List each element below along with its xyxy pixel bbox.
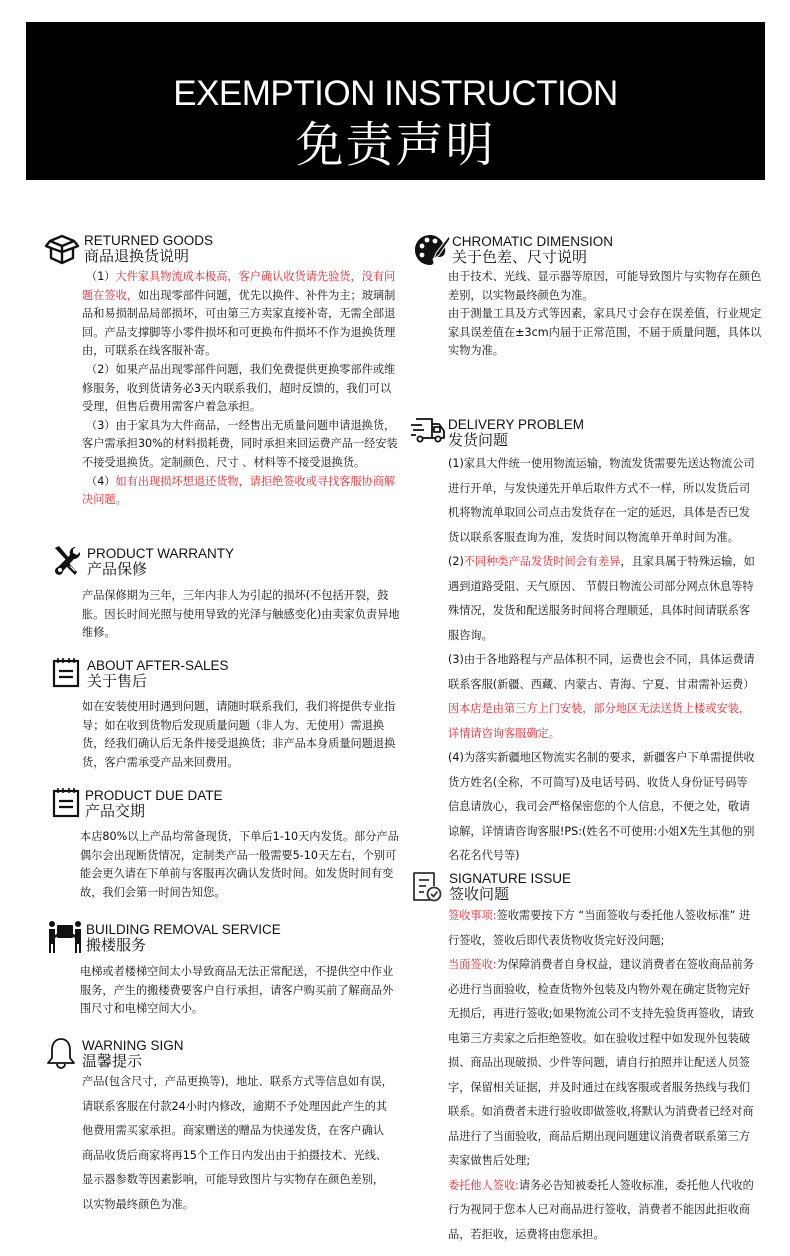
document-check-icon bbox=[412, 870, 442, 904]
section-title-zh: 关于色差、尺寸说明 bbox=[452, 248, 588, 266]
red-highlight: 因本店是由第三方上门安装，部分地区无法送货上楼或安装，详情请咨询客服确定。 bbox=[448, 702, 751, 740]
section-title-zh: 发货问题 bbox=[448, 431, 509, 449]
calendar-icon bbox=[52, 786, 80, 818]
para-text: 如出现零部件问题，优先以换件、补件为主；玻璃制品和易损制品局部损坏，可由第三方卖家直接补寄，无需全部退回。产品支撑脚等小零件损坏和可更换布件损坏不作为退换货理由，可联系在线客服补寄。 bbox=[82, 288, 396, 358]
red-highlight: 大件家具物流成本极高，客户确认收货请先验货，没有问题在签收， bbox=[82, 270, 396, 302]
chromatic-text bbox=[448, 268, 772, 361]
section-title-zh: 关于售后 bbox=[87, 672, 148, 690]
section-title-zh: 商品退换货说明 bbox=[84, 247, 190, 265]
section-title-en: PRODUCT WARRANTY bbox=[87, 546, 235, 561]
red-highlight: 不同种类产品发货时间会有差异 bbox=[463, 555, 621, 568]
para-text: 为保障消费者自身权益，建议消费者在签收商品前务必进行当面验收，检查货物外包装及内物外观在确定货物完好无损后，再进行签收;如果物流公司不支持先验货再签收，请致电第三方卖家之后拒绝签收。如在验收过程中如发现外包装破损、商品出现破损、少件等问题，请自行拍照并让配送人员签字，保留相关证据，并及时通过在线客服或者服务热线与我们联系。如消费者未进行验收即做签收,将默认为消费者已经对商品进行了当面验收，商品后期出现问题建议消费者联系第三方卖家做售后处理; bbox=[448, 958, 754, 1167]
delivery-truck-icon bbox=[410, 416, 446, 446]
para-text: 如果产品出现零部件问题，我们免费提供更换零部件或维修服务，收到货请务必3天内联系我们，超时反馈的，我们可以受理，但售后费用需客户着急承担。 bbox=[82, 362, 396, 414]
product-warranty-text bbox=[82, 587, 404, 643]
tools-wrench-screwdriver-icon bbox=[52, 544, 82, 576]
para-text: 家具大件统一使用物流运输，物流发货需要先送达物流公司进行开单，与发快递先开单后取件方式不一样，所以发货后司机将物流单取回公司点击发货存在一定的延迟，具体是否已发货以联系客服查询为准，发货时间以物流单开单时间为准。 bbox=[448, 457, 755, 544]
signature-text bbox=[448, 904, 758, 1247]
bell-icon bbox=[46, 1036, 76, 1070]
banner-title-en: EXEMPTION INSTRUCTION bbox=[173, 74, 618, 113]
returned-goods-text bbox=[82, 268, 398, 510]
section-title-en: DELIVERY PROBLEM bbox=[448, 417, 585, 432]
section-warning-sign bbox=[46, 1036, 396, 1070]
calendar-icon bbox=[52, 656, 80, 688]
red-highlight: 如有出现损坏想退还货物，请拒绝签收或寻找客服协商解决问题。 bbox=[82, 474, 396, 507]
header-banner bbox=[26, 22, 765, 180]
para-text: 由于家具为大件商品，一经售出无质量问题申请退换货，客户需承担30%的材料损耗费，同时承担来回运费产品一经安装不接受退换货。定制颜色、尺寸 、材料等不接受退换货。 bbox=[82, 418, 398, 469]
due-date-text bbox=[80, 828, 404, 902]
para-number: （4） bbox=[86, 474, 116, 488]
red-label: 委托他人签收: bbox=[448, 1178, 519, 1192]
section-title-zh: 产品交期 bbox=[85, 802, 146, 820]
section-product-warranty bbox=[52, 544, 392, 578]
para-text: 电梯或者楼梯空间太小导致商品无法正常配送，不提供空中作业服务，产生的搬楼费要客户自行承担，请客户购买前了解商品外围尺寸和电梯空间大小。 bbox=[80, 965, 394, 1016]
section-chromatic-dimension bbox=[414, 233, 774, 267]
para-number: （1） bbox=[86, 270, 116, 283]
section-title-en: SIGNATURE ISSUE bbox=[449, 871, 572, 886]
section-product-due-date bbox=[52, 786, 392, 820]
para-text: 如在安装使用时遇到问题，请随时联系我们，我们将提供专业指导；如在收到货物后发现质量问题（非人为、无使用）需退换货，经我们确认后无条件接受退换货；非产品本身质量问题退换货，客户需承受产品来回费用。 bbox=[82, 700, 396, 769]
section-title-en: PRODUCT DUE DATE bbox=[85, 788, 223, 803]
banner-title-zh: 免责声明 bbox=[295, 117, 496, 173]
section-signature-issue bbox=[412, 870, 772, 904]
section-title-en: WARNING SIGN bbox=[82, 1038, 184, 1053]
section-title-zh: 温馨提示 bbox=[82, 1052, 143, 1070]
section-title-zh: 搬楼服务 bbox=[86, 936, 147, 954]
building-removal-text bbox=[80, 963, 404, 1019]
para-number: (4) bbox=[448, 751, 464, 764]
para-text: 由于各地路程与产品体积不同，运费也会不同，具体运费请联系客服(新疆、西藏、内蒙古、青海、宁夏、甘肃需补运费） bbox=[448, 653, 755, 691]
para-text: 为落实新疆地区物流实名制的要求，新疆客户下单需提供收货方姓名(全称，不可简写)及电话号码、收货人身份证号码等信息请放心，我司会严格保密您的个人信息，不便之处，敬请谅解，详情请咨询客服!PS:(姓名不可使用:小姐X先生其他的别名花名代号等) bbox=[448, 751, 755, 862]
red-label: 签收事项: bbox=[448, 909, 497, 922]
para-number: (2) bbox=[448, 555, 464, 568]
para-text: ，且家具属于特殊运输，如遇到道路受阻、天气原因、 节假日物流公司部分网点休息等特殊情况，发货和配送服务时间将合理顺延，具体时间请联系客服咨询。 bbox=[448, 555, 755, 642]
section-building-removal bbox=[48, 920, 398, 954]
section-title-en: BUILDING REMOVAL SERVICE bbox=[86, 922, 281, 937]
section-title-zh: 签收问题 bbox=[449, 885, 510, 903]
open-box-icon bbox=[44, 232, 80, 266]
section-title-en: CHROMATIC DIMENSION bbox=[452, 234, 613, 249]
para-number: （2） bbox=[86, 362, 116, 376]
para-text: 请务必告知被委托人签收标准，委托他人代收的行为视同于您本人已对商品进行签收，消费者不能因此拒收商品，若拒收，运费将由您承担。 bbox=[448, 1178, 754, 1241]
para-number: (1) bbox=[448, 457, 464, 470]
delivery-text bbox=[448, 452, 758, 869]
palette-icon bbox=[414, 233, 450, 267]
section-delivery-problem bbox=[410, 416, 770, 450]
para-text: 产品保修期为三年，三年内非人为引起的损坏(不包括开裂，鼓胀。因长时间光照与使用导致的光泽与触感变化)由卖家负责异地维修。 bbox=[82, 589, 400, 640]
after-sales-text bbox=[82, 698, 404, 772]
section-after-sales bbox=[52, 656, 392, 690]
section-title-en: RETURNED GOODS bbox=[84, 233, 214, 248]
para-text: 由于技术、光线、显示器等原因，可能导致图片与实物存在颜色差别，以实物最终颜色为准。 bbox=[448, 270, 762, 302]
para-text: 产品(包含尺寸，产品更换等)，地址、联系方式等信息如有误，请联系客服在付款24小时内修改，逾期不予处理因此产生的其他费用需买家承担。商家赠送的赠品为快递发货，在客户确认商品收货后商家将再15个工作日内发出由于拍摄技术、光线、显示器参数等因素影响，可能导致图片与实物存在颜色差别，以实物最终颜色为准。 bbox=[82, 1075, 393, 1211]
movers-carrying-icon bbox=[48, 920, 82, 954]
warning-text bbox=[82, 1070, 394, 1217]
red-label: 当面签收: bbox=[448, 958, 497, 971]
para-number: (3) bbox=[448, 653, 464, 666]
section-title-zh: 产品保修 bbox=[87, 560, 148, 578]
para-text: 由于测量工具及方式等因素，家具尺寸会存在误差值，行业规定家具误差值在±3cm内届于正常范围，不届于质量问题，具体以实物为准。 bbox=[448, 307, 762, 358]
para-number: （3） bbox=[86, 418, 116, 432]
section-returned-goods bbox=[44, 232, 404, 266]
section-title-en: ABOUT AFTER-SALES bbox=[87, 658, 229, 673]
para-text: 签收需要按下方 “当面签收与委托他人签收标准” 进行签收，签收后即代表货物收货完好没问题; bbox=[448, 909, 751, 947]
para-text: 本店80%以上产品均常备现货，下单后1-10天内发货。部分产品偶尔会出现断货情况，定制类产品一般需要5-10天左右，个别可能会更久请在下单前与客服再次确认发货时间。如发货时间有变故，我们会第一时间告知您。 bbox=[80, 830, 399, 899]
